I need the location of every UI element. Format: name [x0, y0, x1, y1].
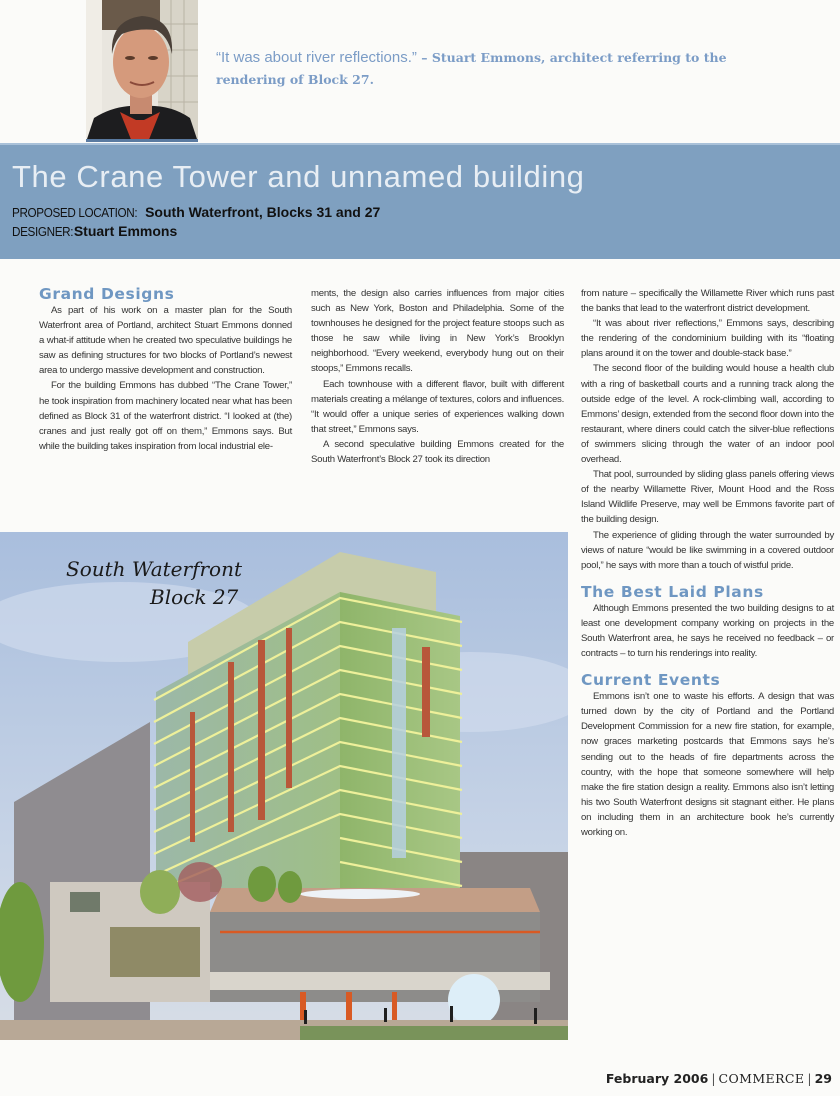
portrait-illustration: [86, 0, 198, 142]
footer-separator: |: [807, 1071, 812, 1086]
rendering-illustration: [0, 532, 568, 1040]
paragraph: “It was about river reflections,” Emmons says, describing the rendering of the condominium building with its “floating plans around it on the tower and double-stack base.”: [581, 318, 834, 360]
paragraph: The experience of gliding through the water surrounded by views of nature “would be like swimming in a covered outdoor pool,” he says with more than a touch of wistful pride.: [581, 529, 834, 571]
section-heading-current-events: Current Events: [581, 671, 721, 690]
paragraph: Although Emmons presented the two building designs to at least one development company working on projects in the South Waterfront area, he says he received no feedback – or contracts – to turn his renderings into reality.: [581, 602, 834, 660]
paragraph: from nature – specifically the Willamette River which runs past the banks that lead to the waterfront district development.: [581, 288, 834, 315]
page-footer: [606, 1071, 832, 1086]
page-number: 29: [814, 1071, 832, 1086]
location-label: PROPOSED LOCATION:: [12, 205, 138, 220]
designer-value: Stuart Emmons: [73, 223, 178, 239]
pull-quote-text: “It was about river reflections.”: [216, 49, 417, 66]
article-column-3: [581, 286, 834, 840]
designer: [12, 223, 177, 239]
location-value: South Waterfront, Blocks 31 and 27: [145, 204, 381, 220]
issue-date: February 2006: [605, 1071, 709, 1086]
pull-quote-attribution: – Stuart Emmons, architect referring to the rendering of Block 27.: [216, 50, 727, 87]
proposed-location: [12, 204, 380, 220]
article-column-1: [39, 285, 292, 454]
paragraph: As part of his work on a master plan for the South Waterfront area of Portland, architect Stuart Emmons donned a what-if attitude when he created two speculative buildings he saw as defining structures for two blocks of Portland’s newest area to undergo massive development and construction.: [39, 305, 292, 377]
paragraph: That pool, surrounded by sliding glass panels offering views of the nearby Willamette River, Mount Hood and the Ross Island Wildlife Preserve, may well be Emmons favorite part of the building design.: [581, 469, 834, 526]
paragraph: A second speculative building Emmons created for the South Waterfront’s Block 27 took its direction: [311, 438, 564, 466]
paragraph: The second floor of the building would house a health club with a ring of basketball courts and a running track along the outside edge of the level. A rock-climbing wall, according to Emmons’ design, extended from the second floor down into the restaurant, where diners could catch the silver-blue reflections of swimmers slicing through the water of an indoor pool overhead.: [581, 363, 834, 466]
article-column-2: [311, 286, 564, 467]
rendering-caption-line-1: South Waterfront: [66, 557, 242, 581]
article-title: The Crane Tower and unnamed building: [12, 159, 585, 194]
pull-quote: [216, 47, 736, 91]
footer-separator: |: [711, 1071, 716, 1086]
magazine-name: COMMERCE: [718, 1071, 805, 1086]
section-heading-best-laid-plans: The Best Laid Plans: [581, 582, 764, 601]
building-rendering-image: [0, 532, 568, 1040]
rendering-caption-line-2: Block 27: [150, 585, 239, 609]
designer-label: DESIGNER:: [12, 224, 74, 239]
paragraph: Emmons isn’t one to waste his efforts. A design that was turned down by the city of Portland and the Portland Development Commission for a new fire station, for example, now graces marketing postcards that Emmons says he’s sending out to the heads of fire departments across the country, with the hope that someone somewhere will help make the fire station design a reality. Emmons also isn’t letting his two South Waterfront designs sit stagnant either. He plans on including them in an architecture book he’s currently working on.: [581, 691, 834, 838]
section-heading-grand-designs: Grand Designs: [39, 285, 175, 303]
paragraph: ments, the design also carries influences from major cities such as New York, Boston and Philadelphia. Some of the townhouses he designed for the project feature stoops such as those he saw while living in New York’s Brooklyn neighborhood. “Every weekend, everybody hung out on their stoops,” Emmons recalls.: [311, 288, 564, 375]
paragraph: For the building Emmons has dubbed “The Crane Tower,” he took inspiration from machinery located near what has been defined as Block 31 of the waterfront district. “I looked at (the) cranes and just really got off on them,” Emmons says. But while the building takes inspiration from local industrial ele-: [39, 380, 292, 452]
architect-portrait-photo: [86, 0, 198, 142]
paragraph: Each townhouse with a different flavor, built with different materials creating a mélange of textures, colors and influences. “It would offer a unique series of experiences walking down that street,” Emmons says.: [311, 378, 564, 435]
title-band: [0, 143, 840, 259]
